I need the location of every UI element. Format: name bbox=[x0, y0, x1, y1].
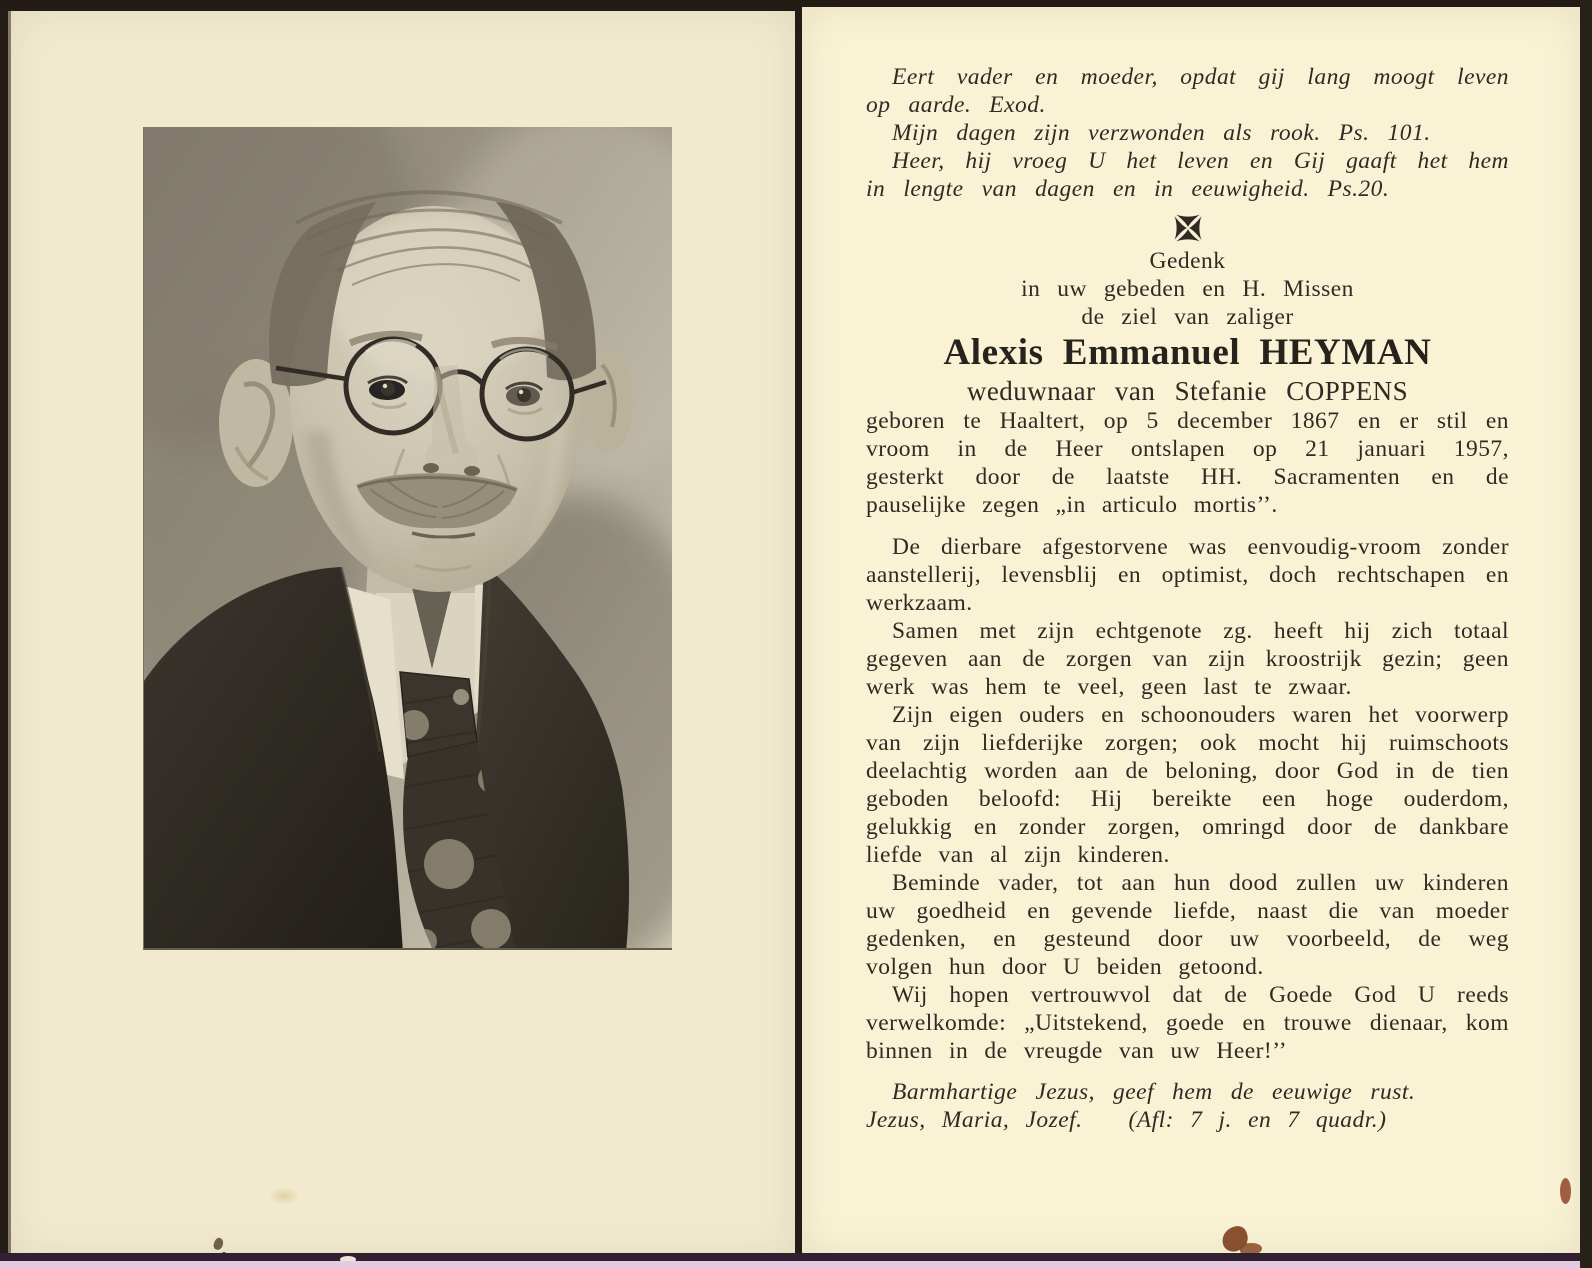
prayer-invocation: Jezus, Maria, Jozef. bbox=[866, 1107, 1083, 1133]
scripture-quote-2: Mijn dagen zijn verzwonden als rook. Ps. 101. bbox=[892, 120, 1431, 146]
stain bbox=[212, 1237, 225, 1252]
indulgence-note: (Afl: 7 j. en 7 quadr.) bbox=[1128, 1107, 1387, 1133]
eulogy-paragraph-4: Beminde vader, tot aan hun dood zullen uw kinderen uw goedheid en gevende liefde, naast die van moeder gedenken, en gesteund door uw voorbeeld, de weg volgen hun door U beiden getoond. bbox=[866, 870, 1509, 980]
eulogy-paragraph-2: Samen met zijn echtgenote zg. heeft hij zich totaal gegeven aan de zorgen van zijn kroostrijk gezin; geen werk was hem te veel, geen last te zwaar. bbox=[866, 618, 1509, 700]
card-right-text-panel bbox=[802, 7, 1581, 1256]
deceased-name: Alexis Emmanuel HEYMAN bbox=[943, 332, 1432, 373]
prayer-line-1: Barmhartige Jezus, geef hem de eeuwige rust. bbox=[892, 1079, 1416, 1105]
prayer-line-2 bbox=[866, 1106, 1509, 1134]
intro-line-gedenk: Gedenk bbox=[1149, 248, 1226, 274]
card-left-photo-panel bbox=[8, 11, 795, 1258]
eulogy-paragraph-3: Zijn eigen ouders en schoonouders waren het voorwerp van zijn liefderijke zorgen; ook mocht hij ruimschoots deelachtig worden aan de beloning, door God in de tien geboden beloofd: Hij bereikte een hoge ouderdom, gelukkig en zonder zorgen, omringd door de dankbare liefde van al zijn kinderen. bbox=[866, 702, 1509, 868]
intro-line-ziel: de ziel van zaliger bbox=[1081, 304, 1294, 330]
relation-line: weduwnaar van Stefanie COPPENS bbox=[966, 376, 1409, 406]
scanner-bed-strip bbox=[0, 1261, 1592, 1268]
eulogy-paragraph-5: Wij hopen vertrouwvol dat de Goede God U reeds verwelkomde: „Uitstekend, goede en trouwe dienaar, kom binnen in de vreugde van uw Heer!’’ bbox=[866, 982, 1509, 1064]
stain bbox=[269, 1187, 299, 1205]
eulogy-paragraph-1: De dierbare afgestorvene was eenvoudig-vroom zonder aanstellerij, levensblij en optimist, doch rechtschapen en werkzaam. bbox=[866, 534, 1509, 616]
maltese-cross-icon bbox=[866, 213, 1509, 245]
birth-death-paragraph: geboren te Haaltert, op 5 december 1867 en er stil en vroom in de Heer ontslapen op 21 januari 1957, gesterkt door de laatste HH. Sacramenten en de pauselijke zegen „in articulo mortis’’. bbox=[866, 408, 1509, 518]
portrait-illustration bbox=[144, 127, 672, 948]
scripture-quote-3: Heer, hij vroeg U het leven en Gij gaaft het hem in lengte van dagen en in eeuwigheid. Ps.20. bbox=[866, 148, 1509, 202]
scan-right-edge bbox=[1580, 0, 1592, 1268]
intro-line-gebeden: in uw gebeden en H. Missen bbox=[1021, 276, 1354, 302]
memorial-text-column bbox=[866, 63, 1509, 1134]
portrait-photo bbox=[143, 127, 672, 950]
stain bbox=[1560, 1178, 1571, 1204]
scripture-quote-1: Eert vader en moeder, opdat gij lang moogt leven op aarde. Exod. bbox=[866, 64, 1509, 118]
